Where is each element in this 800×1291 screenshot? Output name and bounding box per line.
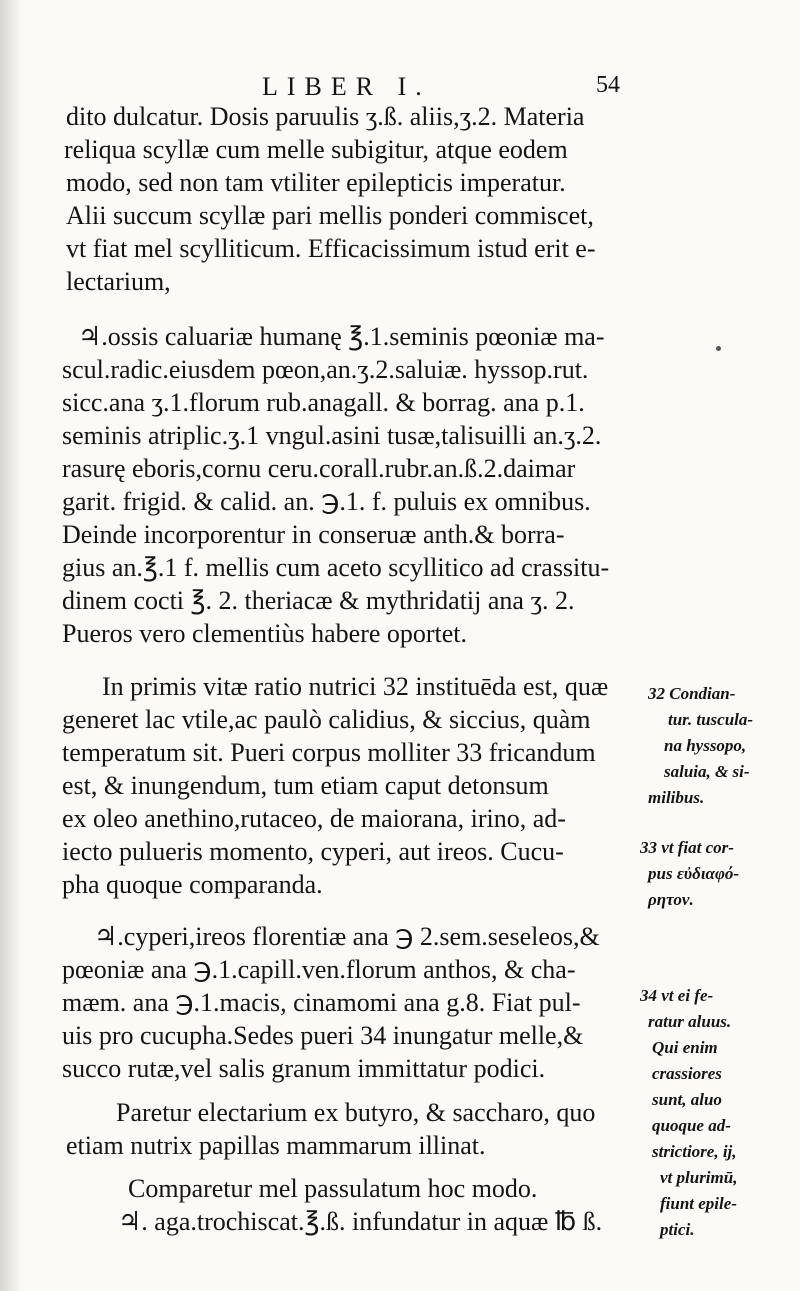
margin-note: tur. tuscula- [668, 710, 754, 729]
page-number: 54 [596, 72, 620, 98]
text-line: uis pro cucupha.Sedes pueri 34 inungatur melle,& [62, 1021, 584, 1050]
recipe-line: ♃. aga.trochiscat.℥.ß. infundatur in aquæ ℔ ß. [118, 1207, 603, 1236]
text-line: generet lac vtile,ac paulò calidius, & siccius, quàm [62, 705, 591, 734]
margin-note: ρητον. [648, 890, 694, 909]
recipe-line: dinem cocti ℥. 2. theriacæ & mythridatij ana ʒ. 2. [62, 586, 575, 615]
margin-note: pus εὐδιαφό- [648, 864, 740, 883]
recipe-line: garit. frigid. & calid. an. ℈.1. f. puluis ex omnibus. [62, 487, 591, 516]
recipe-line: ♃.cyperi,ireos florentiæ ana ℈ 2.sem.seseleos,& [94, 922, 600, 951]
text-line: lectarium, [66, 267, 171, 296]
margin-note: fiunt epile- [660, 1194, 737, 1213]
ink-speck [716, 346, 721, 351]
text-line: etiam nutrix papillas mammarum illinat. [66, 1131, 486, 1160]
paragraph-start: Paretur electarium ex butyro, & saccharo, quo [116, 1098, 596, 1127]
margin-note: 34 vt ei fe- [640, 986, 714, 1005]
paragraph-start: Comparetur mel passulatum hoc modo. [128, 1174, 538, 1203]
recipe-line: mæm. ana ℈.1.macis, cinamomi ana g.8. Fiat pul- [62, 988, 581, 1017]
text-line: dito dulcatur. Dosis paruulis ʒ.ß. aliis,ʒ.2. Materia [66, 102, 585, 131]
margin-note: na hyssopo, [664, 736, 747, 755]
recipe-line: ♃.ossis caluariæ humanę ℥.1.seminis pœoniæ ma- [78, 322, 605, 351]
margin-note: strictiore, ij, [652, 1142, 737, 1161]
margin-note: 32 Condian- [648, 684, 736, 703]
text-line: est, & inungendum, tum etiam caput detonsum [62, 771, 549, 800]
margin-note: milibus. [648, 788, 705, 807]
text-line: vt fiat mel scylliticum. Efficacissimum istud erit e- [66, 234, 596, 263]
recipe-line: gius an.℥.1 f. mellis cum aceto scyllitico ad crassitu- [62, 553, 610, 582]
margin-note: saluia, & si- [664, 762, 750, 781]
recipe-line: seminis atriplic.ʒ.1 vngul.asini tusæ,talisuilli an.ʒ.2. [62, 421, 602, 450]
recipe-line: scul.radic.eiusdem pœon,an.ʒ.2.saluiæ. hyssop.rut. [62, 355, 589, 384]
text-line: temperatum sit. Pueri corpus molliter 33 fricandum [62, 738, 596, 767]
margin-note: quoque ad- [652, 1116, 731, 1135]
margin-note: ptici. [660, 1220, 695, 1239]
text-line: ex oleo anethino,rutaceo, de maiorana, irino, ad- [62, 804, 566, 833]
margin-note: crassiores [652, 1064, 722, 1083]
margin-note: vt plurimū, [660, 1168, 738, 1187]
text-line: Alii succum scyllæ pari mellis ponderi commiscet, [66, 201, 594, 230]
margin-note: sunt, aluo [652, 1090, 722, 1109]
text-line: pha quoque comparanda. [62, 870, 323, 899]
text-line: modo, sed non tam vtiliter epilepticis imperatur. [66, 168, 566, 197]
binding-shadow [0, 0, 22, 1291]
recipe-line: rasurę eboris,cornu ceru.corall.rubr.an.ß.2.daimar [62, 454, 576, 483]
recipe-line: pœoniæ ana ℈.1.capill.ven.florum anthos, & cha- [62, 955, 576, 984]
text-line: succo rutæ,vel salis granum immittatur podici. [62, 1054, 546, 1083]
text-line: reliqua scyllæ cum melle subigitur, atque eodem [64, 135, 568, 164]
recipe-line: Deinde incorporentur in conseruæ anth.& borra- [62, 520, 565, 549]
margin-note: Qui enim [652, 1038, 718, 1057]
text-line: Pueros vero clementiùs habere oportet. [62, 619, 468, 648]
margin-note: 33 vt fiat cor- [640, 838, 734, 857]
recipe-line: sicc.ana ʒ.1.florum rub.anagall. & borrag. ana p.1. [62, 388, 585, 417]
text-line: iecto pulueris momento, cyperi, aut ireos. Cucu- [62, 837, 564, 866]
running-head: LIBER I. [262, 72, 431, 101]
paragraph-start: In primis vitæ ratio nutrici 32 instituēda est, quæ [102, 672, 609, 701]
margin-note: ratur aluus. [648, 1012, 732, 1031]
